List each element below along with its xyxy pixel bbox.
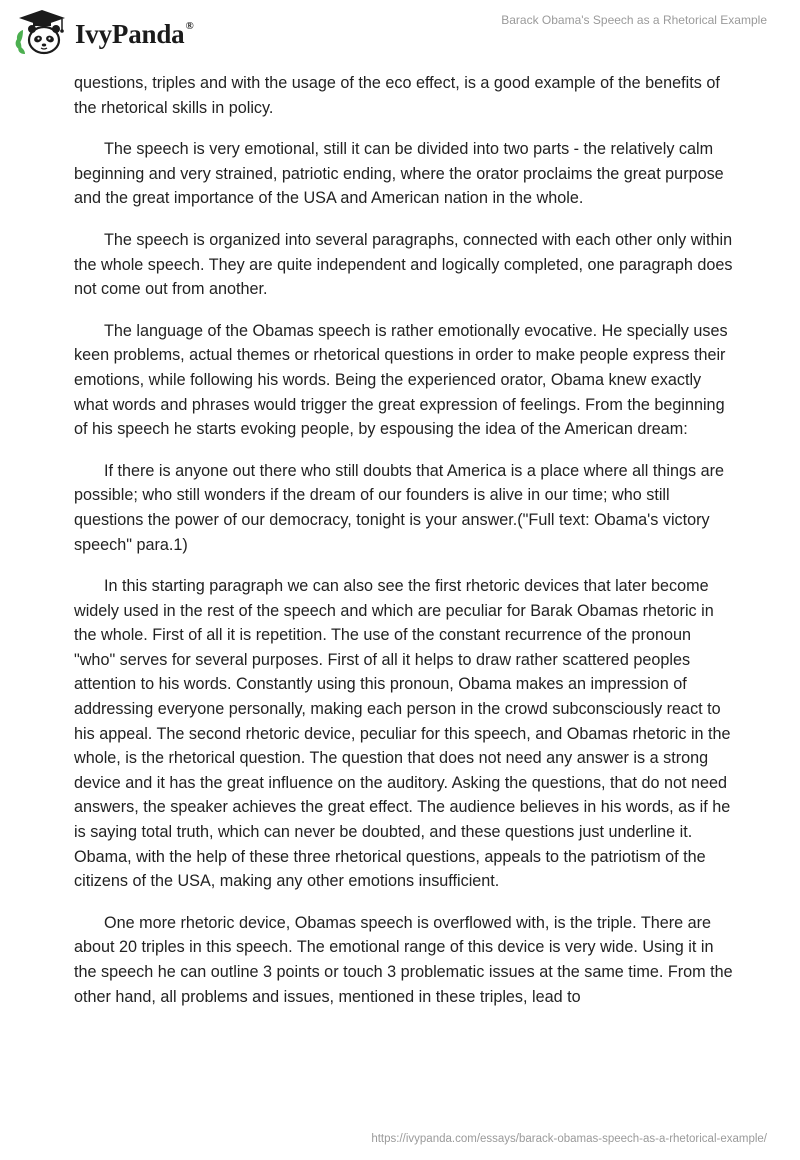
paragraph-language: The language of the Obamas speech is rather emotionally evocative. He specially uses keen problems, actual themes or rhetorical questions in order to make people express their emotions, while following his words. Being the experienced orator, Obama knew exactly what words and phrases would trigger the great expression of feelings. From the beginning of his speech he starts evoking people, by espousing the idea of the American dream: bbox=[74, 321, 728, 439]
paragraph-repetition-analysis: In this starting paragraph we can also see the first rhetoric devices that later become widely used in the rest of the speech and which are peculiar for Barak Obamas rhetoric in the whole. First of all it is repetition. The use of the constant recurrence of the pronoun "who" serves for several purposes. First of all it helps to draw rather scattered peoples attention to his words. Constantly using this pronoun, Obama makes an impression of addressing everyone personally, making each person in the crowd subconsciously react to his appeal. The second rhetoric device, peculiar for this speech, and Obamas rhetoric in the whole, is the rhetorical question. The question that does not need any answer is a strong device and it has the great influence on the auditory. Asking the questions, that do not need answers, the speaker achieves the great effect. The audience believes in his words, as if he is saying total truth, which can never be doubted, and these questions just underline it. Obama, with the help of these three rhetorical questions, appeals to the patriotism of the citizens of the USA, making any other emotions insufficient. bbox=[74, 577, 731, 891]
paragraph-quotation: If there is anyone out there who still doubts that America is a place where all things are possible; who still wonders if the dream of our founders is alive in our time; who still questions the power of our democracy, tonight is your answer.("Full text: Obama's victory speech" para.1) bbox=[74, 461, 724, 554]
paragraph-speech-structure: The speech is very emotional, still it can be divided into two parts - the relatively calm beginning and very strained, patriotic ending, where the orator proclaims the great purpose and the great importance of the USA and American nation in the whole. bbox=[74, 140, 724, 208]
document-title: Barack Obama's Speech as a Rhetorical Example bbox=[501, 13, 767, 27]
page-header bbox=[0, 0, 800, 64]
paragraph-organization: The speech is organized into several paragraphs, connected with each other only within the whole speech. They are quite independent and logically completed, one paragraph does not come out from another. bbox=[74, 230, 733, 299]
essay-body bbox=[74, 71, 734, 1026]
paragraph-continuation: questions, triples and with the usage of the eco effect, is a good example of the benefits of the rhetorical skills in policy. bbox=[74, 74, 720, 117]
brand-name: IvyPanda bbox=[75, 18, 185, 49]
paragraph-triples: One more rhetoric device, Obamas speech is overflowed with, is the triple. There are about 20 triples in this speech. The emotional range of this device is very wide. Using it in the speech he can outline 3 points or touch 3 problematic issues at the same time. From the other hand, all problems and issues, mentioned in these triples, lead to bbox=[74, 913, 733, 1006]
source-url[interactable]: https://ivypanda.com/essays/barack-obamas-speech-as-a-rhetorical-example/ bbox=[371, 1133, 767, 1145]
registered-mark: ® bbox=[185, 19, 194, 32]
ivypanda-logo[interactable] bbox=[13, 8, 193, 58]
panda-graduate-icon bbox=[13, 8, 71, 58]
logo-wordmark bbox=[75, 19, 193, 50]
